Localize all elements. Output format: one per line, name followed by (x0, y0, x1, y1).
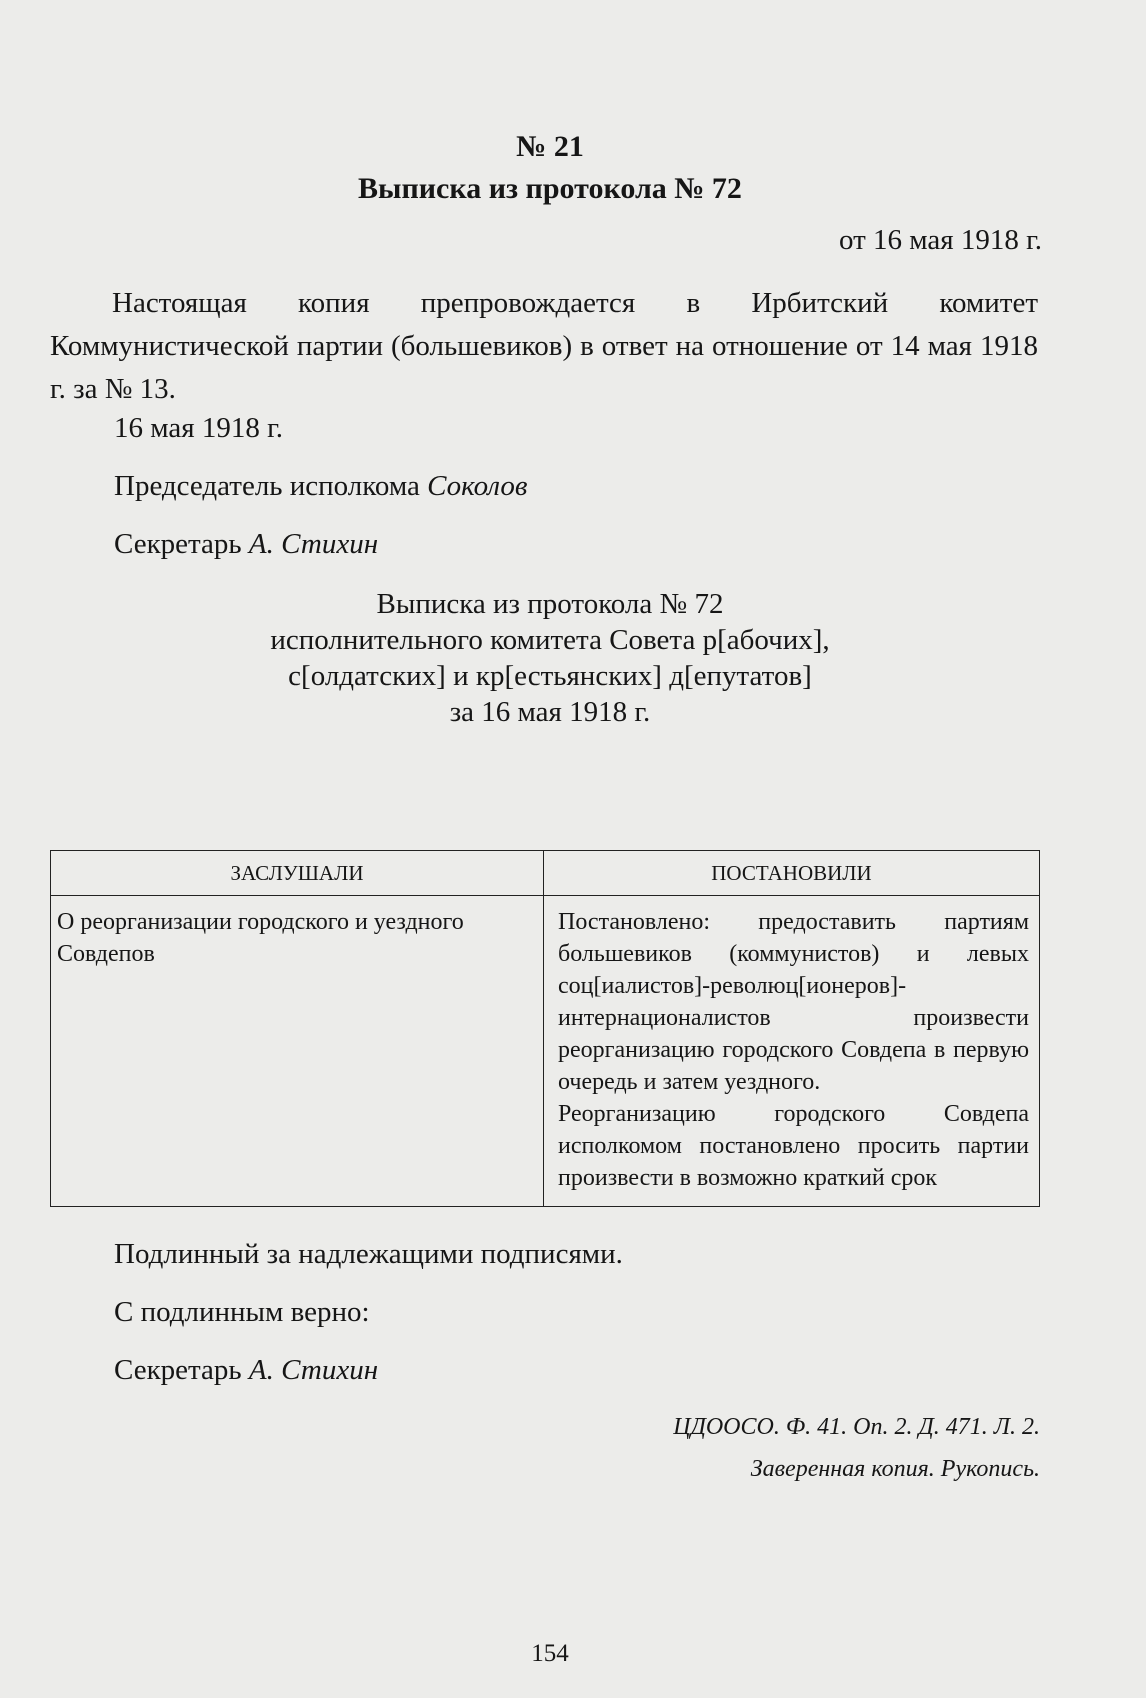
chairman-line (114, 470, 527, 503)
secretary-name: А. Стихин (248, 528, 379, 560)
resolved-cell (544, 896, 1040, 1207)
document-page (50, 110, 1040, 1670)
document-number: № 21 (516, 130, 584, 163)
sign-date: 16 мая 1918 г. (114, 412, 283, 444)
document-date: от 16 мая 1918 г. (838, 224, 1042, 256)
resolved-paragraph-1: Постановлено: предоставить партиям большевиков (коммунистов) и левых соц[иалистов]-революц[ионеров]-интернационалистов произвести реорганизацию городского Совдепа в первую очередь и затем уездного. (558, 909, 1029, 1095)
copy-type-note: Заверенная копия. Рукопись. (750, 1456, 1040, 1482)
chairman-label: Председатель исполкома (114, 470, 420, 502)
resolved-paragraph-2: Реорганизацию городского Совдепа исполкомом постановлено просить партии произвести в возможно краткий срок (558, 1101, 1029, 1191)
verified-note: С подлинным верно: (114, 1296, 370, 1328)
extract-subtitle-line-2: с[олдатских] и кр[естьянских] д[епутатов] (288, 660, 812, 692)
original-note: Подлинный за надлежащими подписями. (114, 1238, 623, 1270)
column-heard-header: ЗАСЛУШАЛИ (51, 851, 544, 896)
table-header-row (51, 851, 1040, 896)
footer-secretary-label: Секретарь (114, 1354, 242, 1386)
page-number: 154 (531, 1640, 569, 1667)
protocol-table (50, 850, 1040, 1207)
extract-title: Выписка из протокола № 72 (376, 588, 724, 620)
chairman-name: Соколов (427, 470, 528, 502)
footer-secretary-line (114, 1354, 378, 1387)
archive-reference: ЦДООСО. Ф. 41. Оп. 2. Д. 471. Л. 2. (673, 1414, 1040, 1440)
heard-text: О реорганизации городского и уездного Совдепов (57, 909, 464, 967)
column-resolved-header: ПОСТАНОВИЛИ (544, 851, 1040, 896)
footer-secretary-name: А. Стихин (248, 1354, 379, 1386)
extract-date: за 16 мая 1918 г. (449, 696, 651, 728)
extract-subtitle-line-1: исполнительного комитета Совета р[абочих], (270, 624, 830, 656)
cover-paragraph: Настоящая копия препровождается в Ирбитский комитет Коммунистической партии (большевиков) в ответ на отношение от 14 мая 1918 г. за № 13. (50, 287, 1038, 405)
heard-cell (51, 896, 544, 1207)
table-row (51, 896, 1040, 1207)
document-title: Выписка из протокола № 72 (358, 172, 742, 205)
secretary-line (114, 528, 378, 561)
secretary-label: Секретарь (114, 528, 242, 560)
